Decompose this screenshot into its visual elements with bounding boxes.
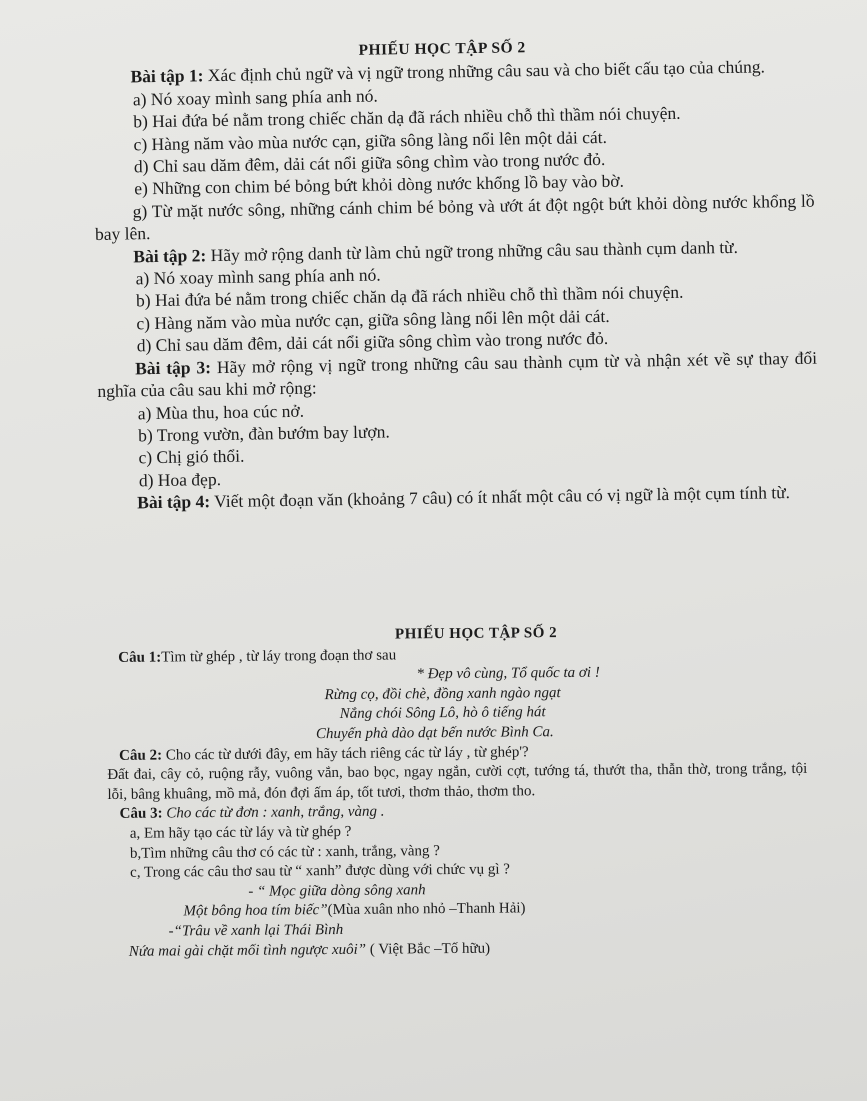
exercise-item: a) Mùa thu, hoa cúc nở.	[137, 400, 305, 423]
question-2-text: Cho các từ dưới đây, em hãy tách riêng các từ láy , từ ghép'?	[161, 743, 529, 764]
worksheet-section-2	[106, 622, 809, 962]
poem-2-line-1: -“Trâu về xanh lại Thái Bình	[168, 921, 344, 940]
question-2-words: Đất đai, cây cỏ, ruộng rẫy, vuông vắn, bao bọc, ngay ngắn, cười cợt, tướng tá, thướt tha, thẫn thờ, trong trắng, tội lỗi, bâng khuâng, mồ mả, đón đợi ấm áp, tốt tươi, thơm thảo, thơm tho.	[107, 761, 808, 803]
exercise-item: b) Trong vườn, đàn bướm bay lượn.	[137, 421, 390, 446]
exercise-4-text: Viết một đoạn văn (khoảng 7 câu) có ít nhất một câu có vị ngữ là một cụm tính từ.	[209, 482, 791, 512]
poem-1-line-1: - “ Mọc giữa dòng sông xanh	[248, 881, 426, 900]
exercise-1-text: Xác định chủ ngữ và vị ngữ trong những câu sau và cho biết cấu tạo của chúng.	[203, 56, 766, 86]
exercise-item: a) Nó xoay mình sang phía anh nó.	[132, 85, 378, 110]
exercise-3-text: Hãy mở rộng vị ngữ trong những câu sau thành cụm từ và nhận xét về sự thay đổi nghĩa của câu sau khi mở rộng:	[97, 347, 818, 402]
question-3-item: c, Trong các câu thơ sau từ “ xanh” được dùng với chức vụ gì ?	[130, 861, 510, 881]
question-3-text: Cho các từ đơn : xanh, trắng, vàng .	[162, 803, 385, 822]
section-title: PHIẾU HỌC TẬP SỐ 2	[394, 625, 558, 643]
exercise-3-label: Bài tập 3:	[134, 356, 212, 379]
poem-line: Chuyến phà dào dạt bến nước Bình Ca.	[315, 724, 554, 743]
exercise-2-text: Hãy mở rộng danh từ làm chủ ngữ trong những câu sau thành cụm danh từ.	[206, 236, 739, 265]
question-1-label: Câu 1:	[118, 649, 162, 666]
page-title: PHIẾU HỌC TẬP SỐ 2	[358, 39, 526, 59]
exercise-item: b) Hai đứa bé nằm trong chiếc chăn dạ đã rách nhiều chỗ thì thầm nói chuyện.	[133, 102, 681, 132]
exercise-item: c) Chị gió thổi.	[138, 445, 245, 468]
poem-line: Rừng cọ, đồi chè, đồng xanh ngào ngạt	[324, 684, 561, 703]
exercise-item: d) Chỉ sau dăm đêm, dải cát nổi giữa sông chìm vào trong nước đỏ.	[136, 328, 609, 356]
question-2-label: Câu 2:	[119, 747, 163, 764]
exercise-item: c) Hàng năm vào mùa nước cạn, giữa sông làng nổi lên một dải cát.	[136, 305, 610, 334]
exercise-1-label: Bài tập 1:	[130, 65, 204, 87]
exercise-item: e) Những con chim bé bỏng bứt khỏi dòng nước khổng lồ bay vào bờ.	[134, 171, 625, 199]
exercise-item: b) Hai đứa bé nằm trong chiếc chăn dạ đã rách nhiều chỗ thì thầm nói chuyện.	[135, 282, 684, 311]
question-1-text: Tìm từ ghép , từ láy trong đoạn thơ sau	[161, 647, 397, 666]
poem-1-line-2: Một bông hoa tím biếc”	[183, 902, 328, 920]
question-3-item: a, Em hãy tạo các từ láy và từ ghép ?	[129, 823, 352, 842]
poem-2-source: ( Việt Bắc –Tố hữu)	[366, 940, 491, 958]
poem-line: * Đẹp vô cùng, Tổ quốc ta ơi !	[416, 664, 600, 683]
question-3-item: b,Tìm những câu thơ có các từ : xanh, trắng, vàng ?	[129, 842, 440, 862]
poem-1-source: (Mùa xuân nho nhỏ –Thanh Hải)	[327, 900, 526, 919]
exercise-item: g) Từ mặt nước sông, những cánh chim bé bỏng và ướt át đột ngột bứt khỏi dòng nước khổng lồ bay lên.	[94, 190, 815, 245]
worksheet-section-1	[92, 33, 819, 515]
exercise-item: a) Nó xoay mình sang phía anh nó.	[135, 264, 381, 289]
question-3-label: Câu 3:	[119, 805, 163, 823]
exercise-4-label: Bài tập 4:	[137, 491, 211, 513]
exercise-item: c) Hàng năm vào mùa nước cạn, giữa sông làng nổi lên một dải cát.	[133, 126, 608, 154]
exercise-item: d) Hoa đẹp.	[138, 468, 222, 491]
exercise-2-label: Bài tập 2:	[133, 244, 207, 267]
poem-line: Nắng chói Sông Lô, hò ô tiếng hát	[339, 704, 546, 723]
exercise-item: d) Chỉ sau dăm đêm, dải cát nổi giữa sông chìm vào trong nước đỏ.	[133, 148, 606, 177]
poem-2-line-2: Nứa mai gài chặt mối tình ngược xuôi”	[128, 941, 367, 960]
